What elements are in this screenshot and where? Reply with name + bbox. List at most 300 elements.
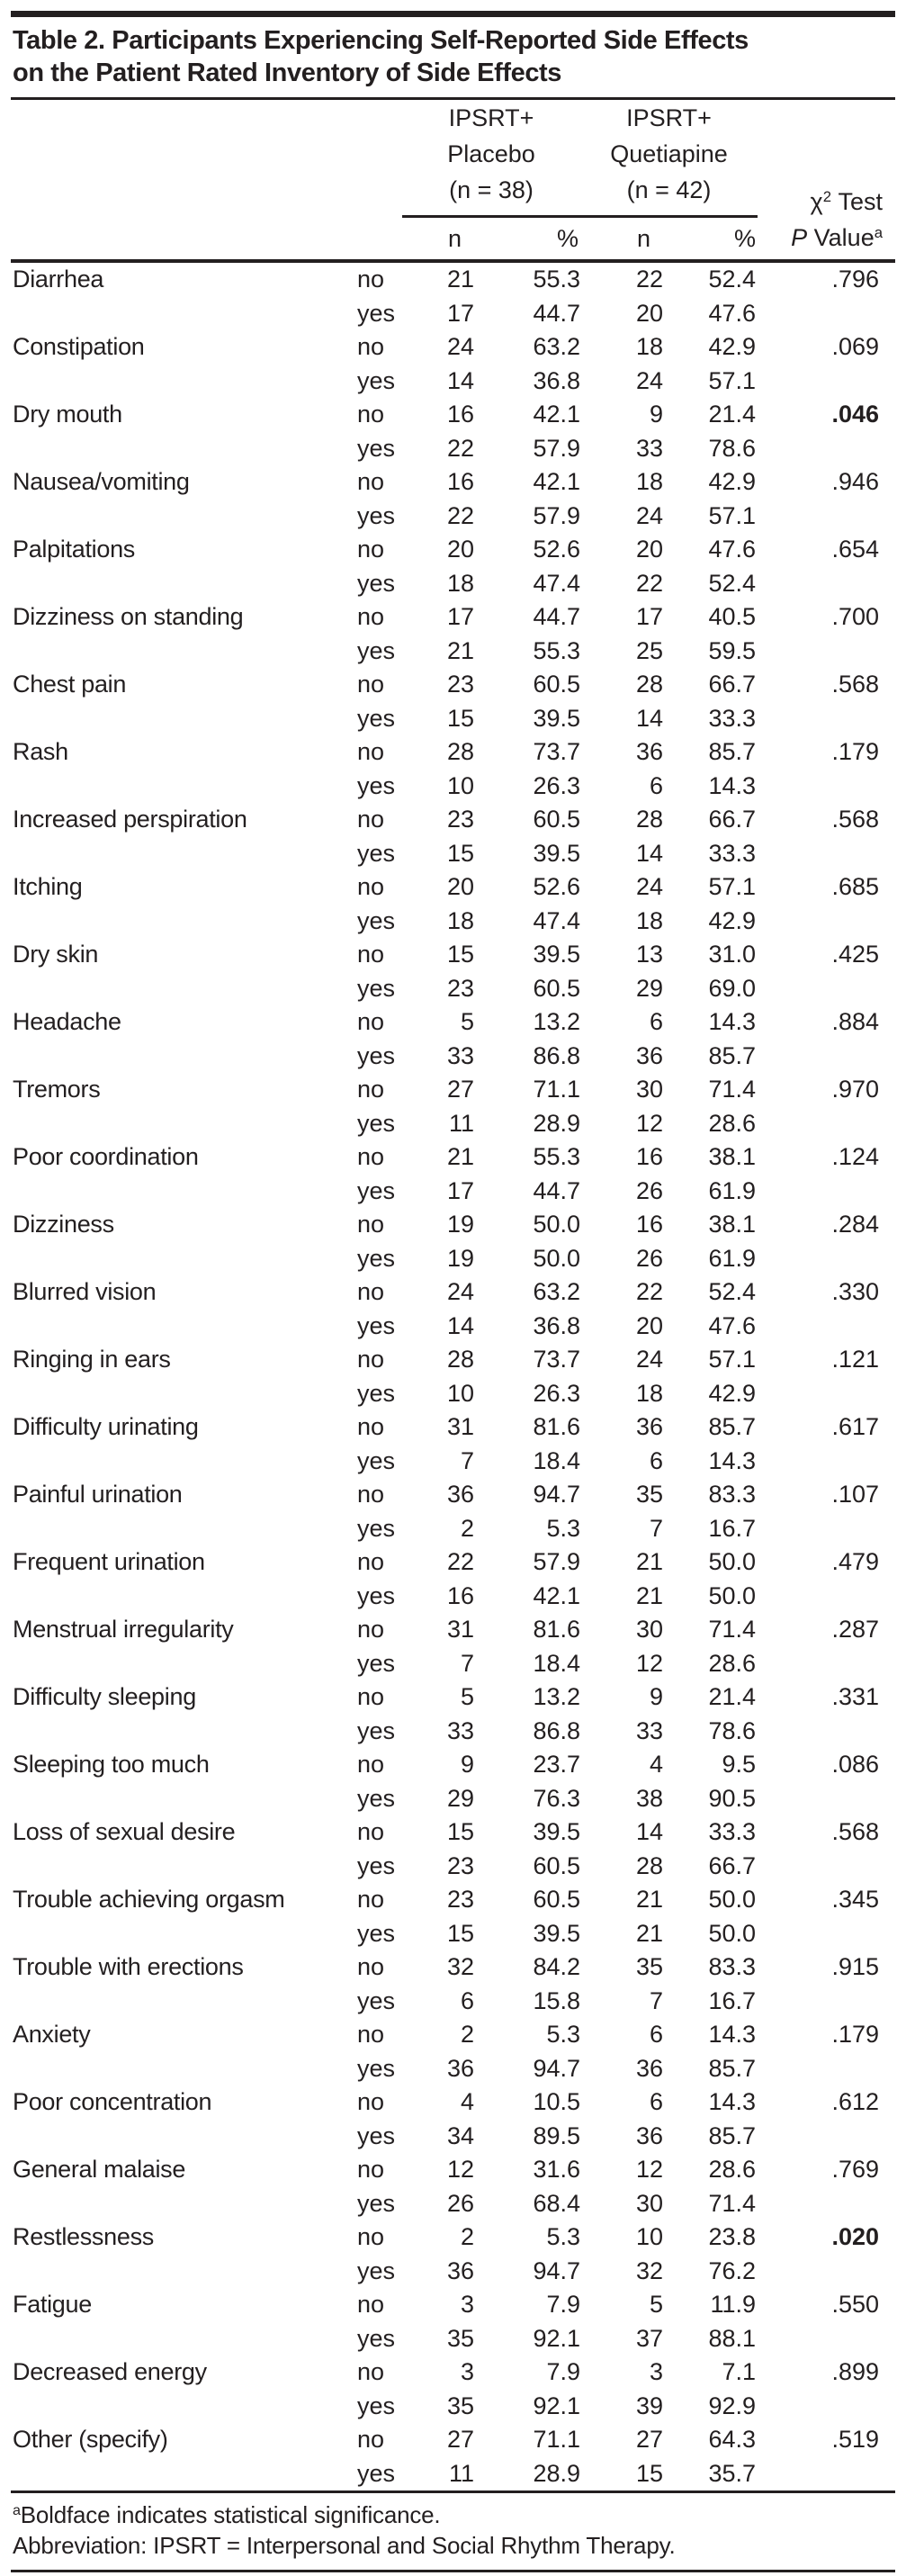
- empty-cell: [758, 2120, 895, 2154]
- table-row: [11, 1073, 895, 1107]
- quetiapine-n: 6: [649, 2088, 664, 2115]
- placebo-pct: 57.9: [533, 501, 581, 529]
- response-label: yes: [357, 1176, 396, 1204]
- empty-header-cell: [346, 217, 402, 262]
- response-label: no: [357, 1616, 385, 1643]
- quetiapine-pct: 42.9: [708, 468, 757, 495]
- empty-cell: [11, 432, 346, 466]
- placebo-pct: 28.9: [533, 1109, 581, 1137]
- placebo-group-n: (n = 38): [449, 176, 534, 203]
- side-effect-label: Trouble achieving orgasm: [13, 1886, 285, 1913]
- empty-cell: [758, 1917, 895, 1951]
- placebo-n: 36: [446, 2054, 474, 2082]
- table-row: [11, 1985, 895, 2019]
- placebo-n: 10: [446, 771, 474, 799]
- placebo-n: 22: [446, 434, 474, 462]
- quetiapine-pct: 47.6: [708, 536, 757, 563]
- quetiapine-n: 21: [635, 1548, 664, 1575]
- placebo-pct: 89.5: [533, 2121, 581, 2149]
- table-row: [11, 870, 895, 905]
- table-row: [11, 533, 895, 567]
- placebo-pct: 52.6: [533, 873, 581, 900]
- placebo-n: 19: [446, 1244, 474, 1272]
- quetiapine-n: 20: [635, 536, 664, 563]
- quetiapine-pct: 57.1: [708, 366, 757, 394]
- table-row: [11, 1647, 895, 1681]
- response-label: no: [357, 1413, 385, 1440]
- placebo-pct: 68.4: [533, 2189, 581, 2217]
- response-label: yes: [357, 299, 396, 327]
- quetiapine-pct: 50.0: [708, 1548, 757, 1575]
- response-label: yes: [357, 1514, 396, 1542]
- quetiapine-n: 12: [635, 1649, 664, 1677]
- placebo-n: 35: [446, 2324, 474, 2352]
- quetiapine-n: 22: [635, 1278, 664, 1305]
- table-row: [11, 2355, 895, 2390]
- placebo-pct: 47.4: [533, 906, 581, 934]
- placebo-n: 9: [460, 1751, 474, 1778]
- quetiapine-pct: 16.7: [708, 1986, 757, 2014]
- empty-header-cell: [11, 217, 346, 262]
- side-effect-label: Trouble with erections: [13, 1953, 244, 1980]
- p-value: .069: [831, 333, 880, 360]
- placebo-group-line2: Placebo: [447, 140, 535, 167]
- table-row: [11, 938, 895, 972]
- response-label: yes: [357, 771, 396, 799]
- response-label: yes: [357, 1649, 396, 1677]
- quetiapine-n: 9: [649, 401, 664, 428]
- response-label: yes: [357, 434, 396, 462]
- response-label: yes: [357, 1581, 396, 1609]
- placebo-pct: 57.9: [533, 1548, 581, 1575]
- table-row: [11, 702, 895, 736]
- response-label: yes: [357, 2324, 396, 2352]
- table-row: [11, 2085, 895, 2120]
- placebo-n: 24: [446, 1278, 474, 1305]
- empty-cell: [11, 1647, 346, 1681]
- p-value: .612: [831, 2088, 880, 2115]
- placebo-n: 5: [460, 1008, 474, 1035]
- empty-cell: [758, 2052, 895, 2086]
- quetiapine-pct: 52.4: [708, 569, 757, 597]
- placebo-pct: 5.3: [546, 2021, 581, 2048]
- response-label: no: [357, 1683, 385, 1710]
- p-value: .179: [831, 738, 880, 765]
- response-label: no: [357, 2358, 385, 2385]
- placebo-pct: 42.1: [533, 468, 581, 495]
- placebo-pct: 52.6: [533, 536, 581, 563]
- quetiapine-n: 20: [635, 1311, 664, 1339]
- bottom-rule: [11, 2570, 895, 2572]
- quetiapine-pct: 33.3: [708, 704, 757, 732]
- table-row: [11, 1005, 895, 1040]
- response-label: yes: [357, 2054, 396, 2082]
- quetiapine-pct: 33.3: [708, 839, 757, 867]
- empty-cell: [11, 972, 346, 1006]
- quetiapine-pct: 21.4: [708, 1683, 757, 1710]
- side-effect-label: Rash: [13, 738, 68, 765]
- empty-cell: [11, 837, 346, 871]
- placebo-n: 15: [446, 941, 474, 968]
- placebo-n: 29: [446, 1784, 474, 1812]
- response-label: yes: [357, 569, 396, 597]
- table-row: [11, 2390, 895, 2424]
- response-label: no: [357, 401, 385, 428]
- p-value: .107: [831, 1481, 880, 1508]
- quetiapine-n: 16: [635, 1143, 664, 1170]
- response-label: no: [357, 2088, 385, 2115]
- placebo-pct: 94.7: [533, 2054, 581, 2082]
- placebo-pct: 60.5: [533, 1851, 581, 1879]
- quetiapine-n: 6: [649, 2021, 664, 2048]
- empty-cell: [11, 1715, 346, 1749]
- empty-cell: [11, 1917, 346, 1951]
- empty-cell: [11, 1310, 346, 1344]
- quetiapine-pct: 47.6: [708, 299, 757, 327]
- quetiapine-n: 30: [635, 1616, 664, 1643]
- empty-cell: [758, 432, 895, 466]
- quetiapine-n: 28: [635, 1851, 664, 1879]
- table-row: [11, 1950, 895, 1985]
- empty-cell: [758, 1445, 895, 1479]
- quetiapine-pct: 35.7: [708, 2459, 757, 2487]
- quetiapine-n: 24: [635, 366, 664, 394]
- quetiapine-pct: 83.3: [708, 1481, 757, 1508]
- quetiapine-pct: 57.1: [708, 1346, 757, 1373]
- placebo-pct: 10.5: [533, 2088, 581, 2115]
- quetiapine-n: 16: [635, 1211, 664, 1238]
- placebo-n: 36: [446, 1481, 474, 1508]
- placebo-n: 34: [446, 2121, 474, 2149]
- p-value: .287: [831, 1616, 880, 1643]
- table-row: [11, 2052, 895, 2086]
- response-label: no: [357, 806, 385, 833]
- quetiapine-pct: 21.4: [708, 401, 757, 428]
- side-effect-label: Poor coordination: [13, 1143, 199, 1170]
- group-header-row: [11, 100, 895, 217]
- empty-cell: [11, 635, 346, 669]
- p-value: .179: [831, 2021, 880, 2048]
- placebo-n: 3: [460, 2358, 474, 2385]
- table-row: [11, 2423, 895, 2457]
- quetiapine-n: 6: [649, 1008, 664, 1035]
- empty-cell: [758, 1175, 895, 1209]
- quetiapine-n: 27: [635, 2426, 664, 2453]
- quetiapine-pct: 57.1: [708, 873, 757, 900]
- placebo-n: 35: [446, 2391, 474, 2419]
- table-row: [11, 2322, 895, 2356]
- chi-square-test-label: $\chi^2$ Test: [810, 187, 884, 215]
- quetiapine-n: 22: [635, 569, 664, 597]
- response-label: no: [357, 2426, 385, 2453]
- quetiapine-pct: 78.6: [708, 1716, 757, 1744]
- quetiapine-pct: 71.4: [708, 1616, 757, 1643]
- quetiapine-n: 7: [649, 1986, 664, 2014]
- placebo-n: 11: [448, 2459, 474, 2487]
- p-value: .046: [831, 401, 880, 428]
- quetiapine-pct: 83.3: [708, 1953, 757, 1980]
- quetiapine-n: 6: [649, 771, 664, 799]
- empty-cell: [758, 1310, 895, 1344]
- table-row: [11, 1815, 895, 1850]
- side-effect-label: Ringing in ears: [13, 1346, 171, 1373]
- response-label: yes: [357, 2121, 396, 2149]
- table-top-rule: [11, 11, 895, 17]
- placebo-n: 17: [446, 1176, 474, 1204]
- quetiapine-pct: 42.9: [708, 1379, 757, 1407]
- quetiapine-n: 5: [649, 2291, 664, 2318]
- p-value: .654: [831, 536, 880, 563]
- response-label: yes: [357, 704, 396, 732]
- quetiapine-pct: 88.1: [708, 2324, 757, 2352]
- placebo-n: 36: [446, 2256, 474, 2284]
- placebo-pct: 81.6: [533, 1413, 581, 1440]
- response-label: no: [357, 536, 385, 563]
- p-value: .479: [831, 1548, 880, 1575]
- placebo-n: 22: [446, 1548, 474, 1575]
- side-effect-label: Chest pain: [13, 671, 127, 698]
- placebo-pct: 23.7: [533, 1751, 581, 1778]
- empty-cell: [11, 1107, 346, 1141]
- quetiapine-n: 26: [635, 1176, 664, 1204]
- quetiapine-n-header: n: [580, 217, 663, 262]
- response-label: yes: [357, 906, 396, 934]
- empty-cell: [11, 567, 346, 601]
- response-label: yes: [357, 2256, 396, 2284]
- table-row: [11, 2220, 895, 2255]
- placebo-n: 7: [460, 1446, 474, 1474]
- empty-cell: [11, 2390, 346, 2424]
- placebo-pct: 81.6: [533, 1616, 581, 1643]
- quetiapine-n: 37: [635, 2324, 664, 2352]
- placebo-n: 16: [446, 468, 474, 495]
- empty-cell: [11, 1782, 346, 1816]
- side-effect-label: Dizziness: [13, 1211, 114, 1238]
- p-value: .020: [831, 2223, 880, 2250]
- quetiapine-pct: 50.0: [708, 1886, 757, 1913]
- quetiapine-pct: 61.9: [708, 1244, 757, 1272]
- response-label: no: [357, 333, 385, 360]
- side-effect-label: Frequent urination: [13, 1548, 205, 1575]
- quetiapine-n: 18: [635, 1379, 664, 1407]
- quetiapine-n: 18: [635, 468, 664, 495]
- quetiapine-n: 24: [635, 501, 664, 529]
- response-label: no: [357, 1481, 385, 1508]
- empty-cell: [11, 297, 346, 331]
- empty-cell: [758, 297, 895, 331]
- quetiapine-n: 36: [635, 1041, 664, 1069]
- placebo-pct: 39.5: [533, 839, 581, 867]
- placebo-n: 21: [446, 1143, 474, 1170]
- table-row: [11, 1883, 895, 1917]
- table-row: [11, 2153, 895, 2187]
- empty-cell: [11, 1850, 346, 1884]
- placebo-pct-header: %: [474, 217, 580, 262]
- placebo-n: 20: [446, 873, 474, 900]
- p-value: .946: [831, 468, 880, 495]
- placebo-n: 2: [460, 1514, 474, 1542]
- placebo-n: 20: [446, 536, 474, 563]
- quetiapine-pct: 50.0: [708, 1581, 757, 1609]
- table-row: [11, 1512, 895, 1546]
- p-value: .331: [831, 1683, 880, 1710]
- placebo-n: 11: [448, 1109, 474, 1137]
- placebo-n: 21: [446, 266, 474, 293]
- response-label: no: [357, 1751, 385, 1778]
- placebo-n-header: n: [402, 217, 474, 262]
- side-effect-label: Menstrual irregularity: [13, 1616, 234, 1643]
- empty-cell: [758, 905, 895, 939]
- quetiapine-pct: 52.4: [708, 1278, 757, 1305]
- response-label: yes: [357, 636, 396, 664]
- quetiapine-pct: 7.1: [722, 2358, 757, 2385]
- placebo-group-line1: IPSRT+: [448, 104, 534, 131]
- placebo-n: 24: [446, 333, 474, 360]
- placebo-n: 16: [446, 1581, 474, 1609]
- quetiapine-pct: 23.8: [708, 2223, 757, 2250]
- quetiapine-pct: 90.5: [708, 1784, 757, 1812]
- empty-cell: [758, 1512, 895, 1546]
- quetiapine-n: 18: [635, 906, 664, 934]
- placebo-pct: 71.1: [533, 1076, 581, 1103]
- empty-cell: [11, 365, 346, 399]
- placebo-pct: 71.1: [533, 2426, 581, 2453]
- table-row: [11, 500, 895, 534]
- quetiapine-pct: 33.3: [708, 1818, 757, 1845]
- response-label: no: [357, 1886, 385, 1913]
- quetiapine-pct: 92.9: [708, 2391, 757, 2419]
- empty-cell: [758, 1715, 895, 1749]
- side-effect-label: Palpitations: [13, 536, 135, 563]
- quetiapine-n: 7: [649, 1514, 664, 1542]
- placebo-n: 27: [446, 2426, 474, 2453]
- response-label: no: [357, 941, 385, 968]
- empty-cell: [11, 1040, 346, 1074]
- side-effect-label: Anxiety: [13, 2021, 91, 2048]
- footnote-marker-a: a: [13, 2502, 21, 2519]
- p-value: .550: [831, 2291, 880, 2318]
- quetiapine-n: 21: [635, 1919, 664, 1947]
- table-row: [11, 1478, 895, 1512]
- p-value: .330: [831, 1278, 880, 1305]
- empty-cell: [758, 2255, 895, 2289]
- table-row: [11, 297, 895, 331]
- response-label: no: [357, 2156, 385, 2183]
- response-label: yes: [357, 2459, 396, 2487]
- placebo-pct: 73.7: [533, 738, 581, 765]
- empty-cell: [11, 702, 346, 736]
- response-label: no: [357, 2223, 385, 2250]
- side-effect-label: Poor concentration: [13, 2088, 212, 2115]
- response-label: no: [357, 603, 385, 630]
- quetiapine-n: 14: [635, 839, 664, 867]
- placebo-pct: 31.6: [533, 2156, 581, 2183]
- side-effect-label: Constipation: [13, 333, 145, 360]
- empty-cell: [11, 500, 346, 534]
- response-label: yes: [357, 1446, 396, 1474]
- placebo-n: 3: [460, 2291, 474, 2318]
- quetiapine-pct: 14.3: [708, 771, 757, 799]
- quetiapine-pct: 85.7: [708, 2121, 757, 2149]
- placebo-pct: 94.7: [533, 1481, 581, 1508]
- quetiapine-group-line2: Quetiapine: [610, 140, 728, 167]
- placebo-n: 10: [446, 1379, 474, 1407]
- response-label: yes: [357, 1784, 396, 1812]
- empty-cell: [11, 1985, 346, 2019]
- quetiapine-pct: 71.4: [708, 1076, 757, 1103]
- placebo-pct: 39.5: [533, 704, 581, 732]
- side-effect-label: Fatigue: [13, 2291, 92, 2318]
- quetiapine-pct: 28.6: [708, 2156, 757, 2183]
- table-row: [11, 1377, 895, 1411]
- quetiapine-n: 35: [635, 1953, 664, 1980]
- quetiapine-n: 36: [635, 1413, 664, 1440]
- response-label: yes: [357, 1851, 396, 1879]
- quetiapine-pct: 47.6: [708, 1311, 757, 1339]
- side-effect-label: Loss of sexual desire: [13, 1818, 236, 1845]
- quetiapine-n: 24: [635, 873, 664, 900]
- p-value: .568: [831, 806, 880, 833]
- quetiapine-pct: 69.0: [708, 974, 757, 1002]
- response-label: no: [357, 1008, 385, 1035]
- table-row: [11, 770, 895, 804]
- quetiapine-pct: 31.0: [708, 941, 757, 968]
- empty-cell: [758, 1985, 895, 2019]
- table-row: [11, 2457, 895, 2491]
- placebo-pct: 84.2: [533, 1953, 581, 1980]
- quetiapine-n: 24: [635, 1346, 664, 1373]
- empty-cell: [758, 2390, 895, 2424]
- abbreviation-footnote: Abbreviation: IPSRT = Interpersonal and Social Rhythm Therapy.: [13, 2532, 676, 2559]
- response-label: yes: [357, 1919, 396, 1947]
- quetiapine-n: 10: [635, 2223, 664, 2250]
- response-label: yes: [357, 1716, 396, 1744]
- empty-header-cell: [346, 100, 402, 217]
- quetiapine-pct: 14.3: [708, 2088, 757, 2115]
- table-row: [11, 668, 895, 702]
- placebo-pct: 36.8: [533, 366, 581, 394]
- placebo-n: 33: [446, 1041, 474, 1069]
- empty-cell: [758, 2457, 895, 2491]
- quetiapine-n: 18: [635, 333, 664, 360]
- empty-cell: [758, 1647, 895, 1681]
- table-header: [11, 100, 895, 261]
- empty-cell: [11, 1377, 346, 1411]
- chi-superscript: 2: [822, 187, 831, 205]
- p-value: .284: [831, 1211, 880, 1238]
- placebo-n: 23: [446, 974, 474, 1002]
- table-row: [11, 803, 895, 837]
- quetiapine-pct: 28.6: [708, 1109, 757, 1137]
- table-row: [11, 1242, 895, 1276]
- placebo-pct: 44.7: [533, 299, 581, 327]
- p-value: .915: [831, 1953, 880, 1980]
- response-label: yes: [357, 839, 396, 867]
- placebo-pct: 50.0: [533, 1211, 581, 1238]
- quetiapine-n: 15: [635, 2459, 664, 2487]
- quetiapine-n: 35: [635, 1481, 664, 1508]
- empty-cell: [758, 837, 895, 871]
- placebo-n: 33: [446, 1716, 474, 1744]
- placebo-pct: 55.3: [533, 636, 581, 664]
- response-label: no: [357, 1076, 385, 1103]
- quetiapine-pct: 85.7: [708, 1041, 757, 1069]
- placebo-pct: 42.1: [533, 401, 581, 428]
- quetiapine-pct: 61.9: [708, 1176, 757, 1204]
- table-row: [11, 1545, 895, 1580]
- quetiapine-pct: 78.6: [708, 434, 757, 462]
- quetiapine-n: 32: [635, 2256, 664, 2284]
